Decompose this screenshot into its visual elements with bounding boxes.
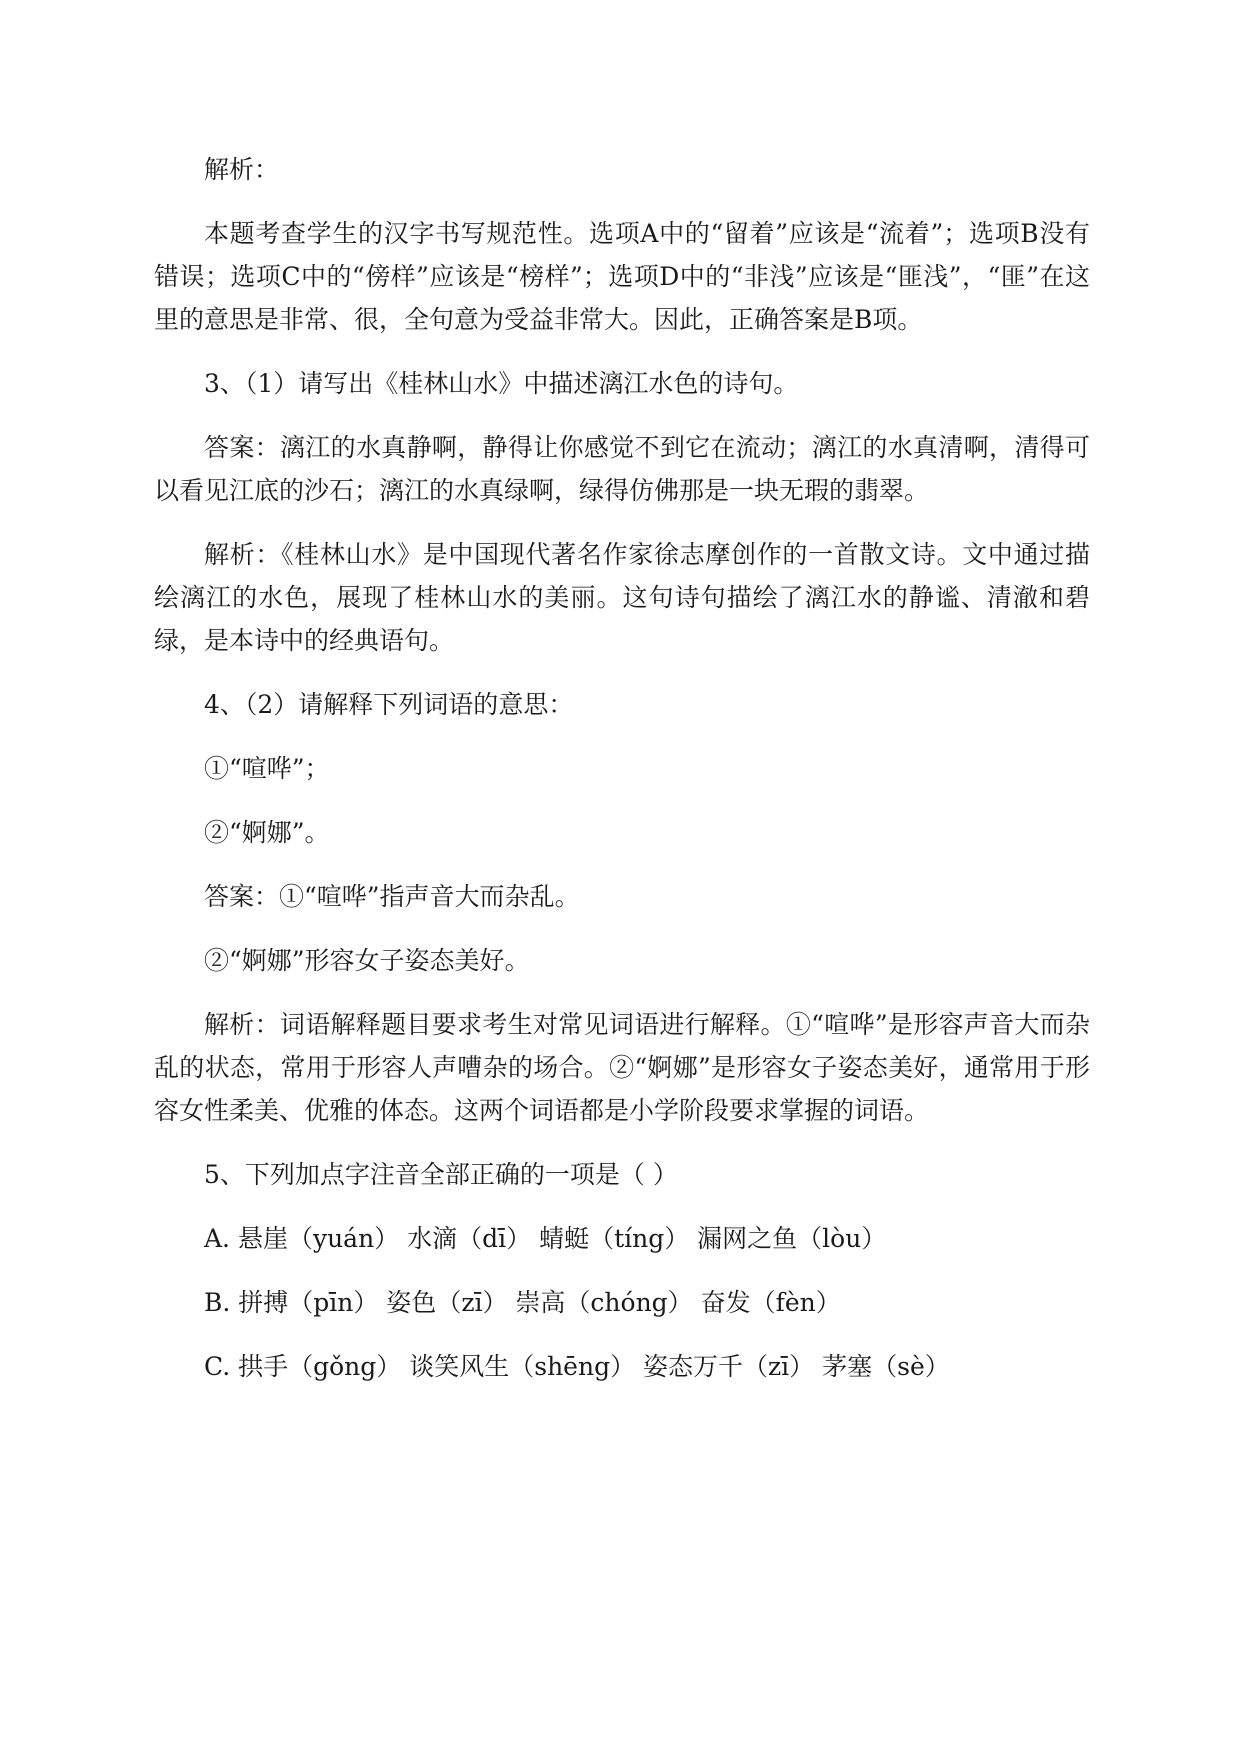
analysis-4: 解析：词语解释题目要求考生对常见词语进行解释。①“喧哗”是形容声音大而杂乱的状态，常用于形容人声嘈杂的场合。②“婀娜”是形容女子姿态美好，通常用于形容女性柔美、优雅的体态。这两个词语都是小学阶段要求掌握的词语。 bbox=[154, 1010, 1090, 1125]
question-4: 4、（2）请解释下列词语的意思： bbox=[204, 690, 574, 719]
question-4-item-1: ①“喧哗”； bbox=[204, 754, 330, 783]
analysis-heading: 解析： bbox=[204, 155, 280, 184]
question-3: 3、（1）请写出《桂林山水》中描述漓江水色的诗句。 bbox=[204, 369, 799, 398]
document-body bbox=[154, 148, 1090, 1409]
analysis-q2-text: 本题考查学生的汉字书写规范性。选项A中的“留着”应该是“流着”；选项B没有错误；选项C中的“傍样”应该是“榜样”；选项D中的“非浅”应该是“匪浅”，“匪”在这里的意思是非常、很，全句意为受益非常大。因此，正确答案是B项。 bbox=[154, 219, 1090, 334]
option-a: A. 悬崖（yuán） 水滴（dī） 蜻蜓（tíng） 漏网之鱼（lòu） bbox=[204, 1224, 887, 1253]
answer-3: 答案：漓江的水真静啊，静得让你感觉不到它在流动；漓江的水真清啊，清得可以看见江底的沙石；漓江的水真绿啊，绿得仿佛那是一块无瑕的翡翠。 bbox=[154, 433, 1090, 505]
option-b: B. 拼搏（pīn） 姿色（zī） 崇高（chóng） 奋发（fèn） bbox=[204, 1288, 841, 1317]
question-4-item-2: ②“婀娜”。 bbox=[204, 818, 330, 847]
option-c: C. 拱手（gǒng） 谈笑风生（shēng） 姿态万千（zī） 茅塞（sè） bbox=[204, 1352, 950, 1381]
question-5: 5、下列加点字注音全部正确的一项是（ ） bbox=[204, 1160, 678, 1189]
analysis-3: 解析：《桂林山水》是中国现代著名作家徐志摩创作的一首散文诗。文中通过描绘漓江的水色，展现了桂林山水的美丽。这句诗句描绘了漓江水的静谧、清澈和碧绿，是本诗中的经典语句。 bbox=[154, 540, 1090, 655]
answer-4-item-2: ②“婀娜”形容女子姿态美好。 bbox=[204, 946, 530, 975]
answer-4-item-1: 答案：①“喧哗”指声音大而杂乱。 bbox=[204, 882, 580, 911]
